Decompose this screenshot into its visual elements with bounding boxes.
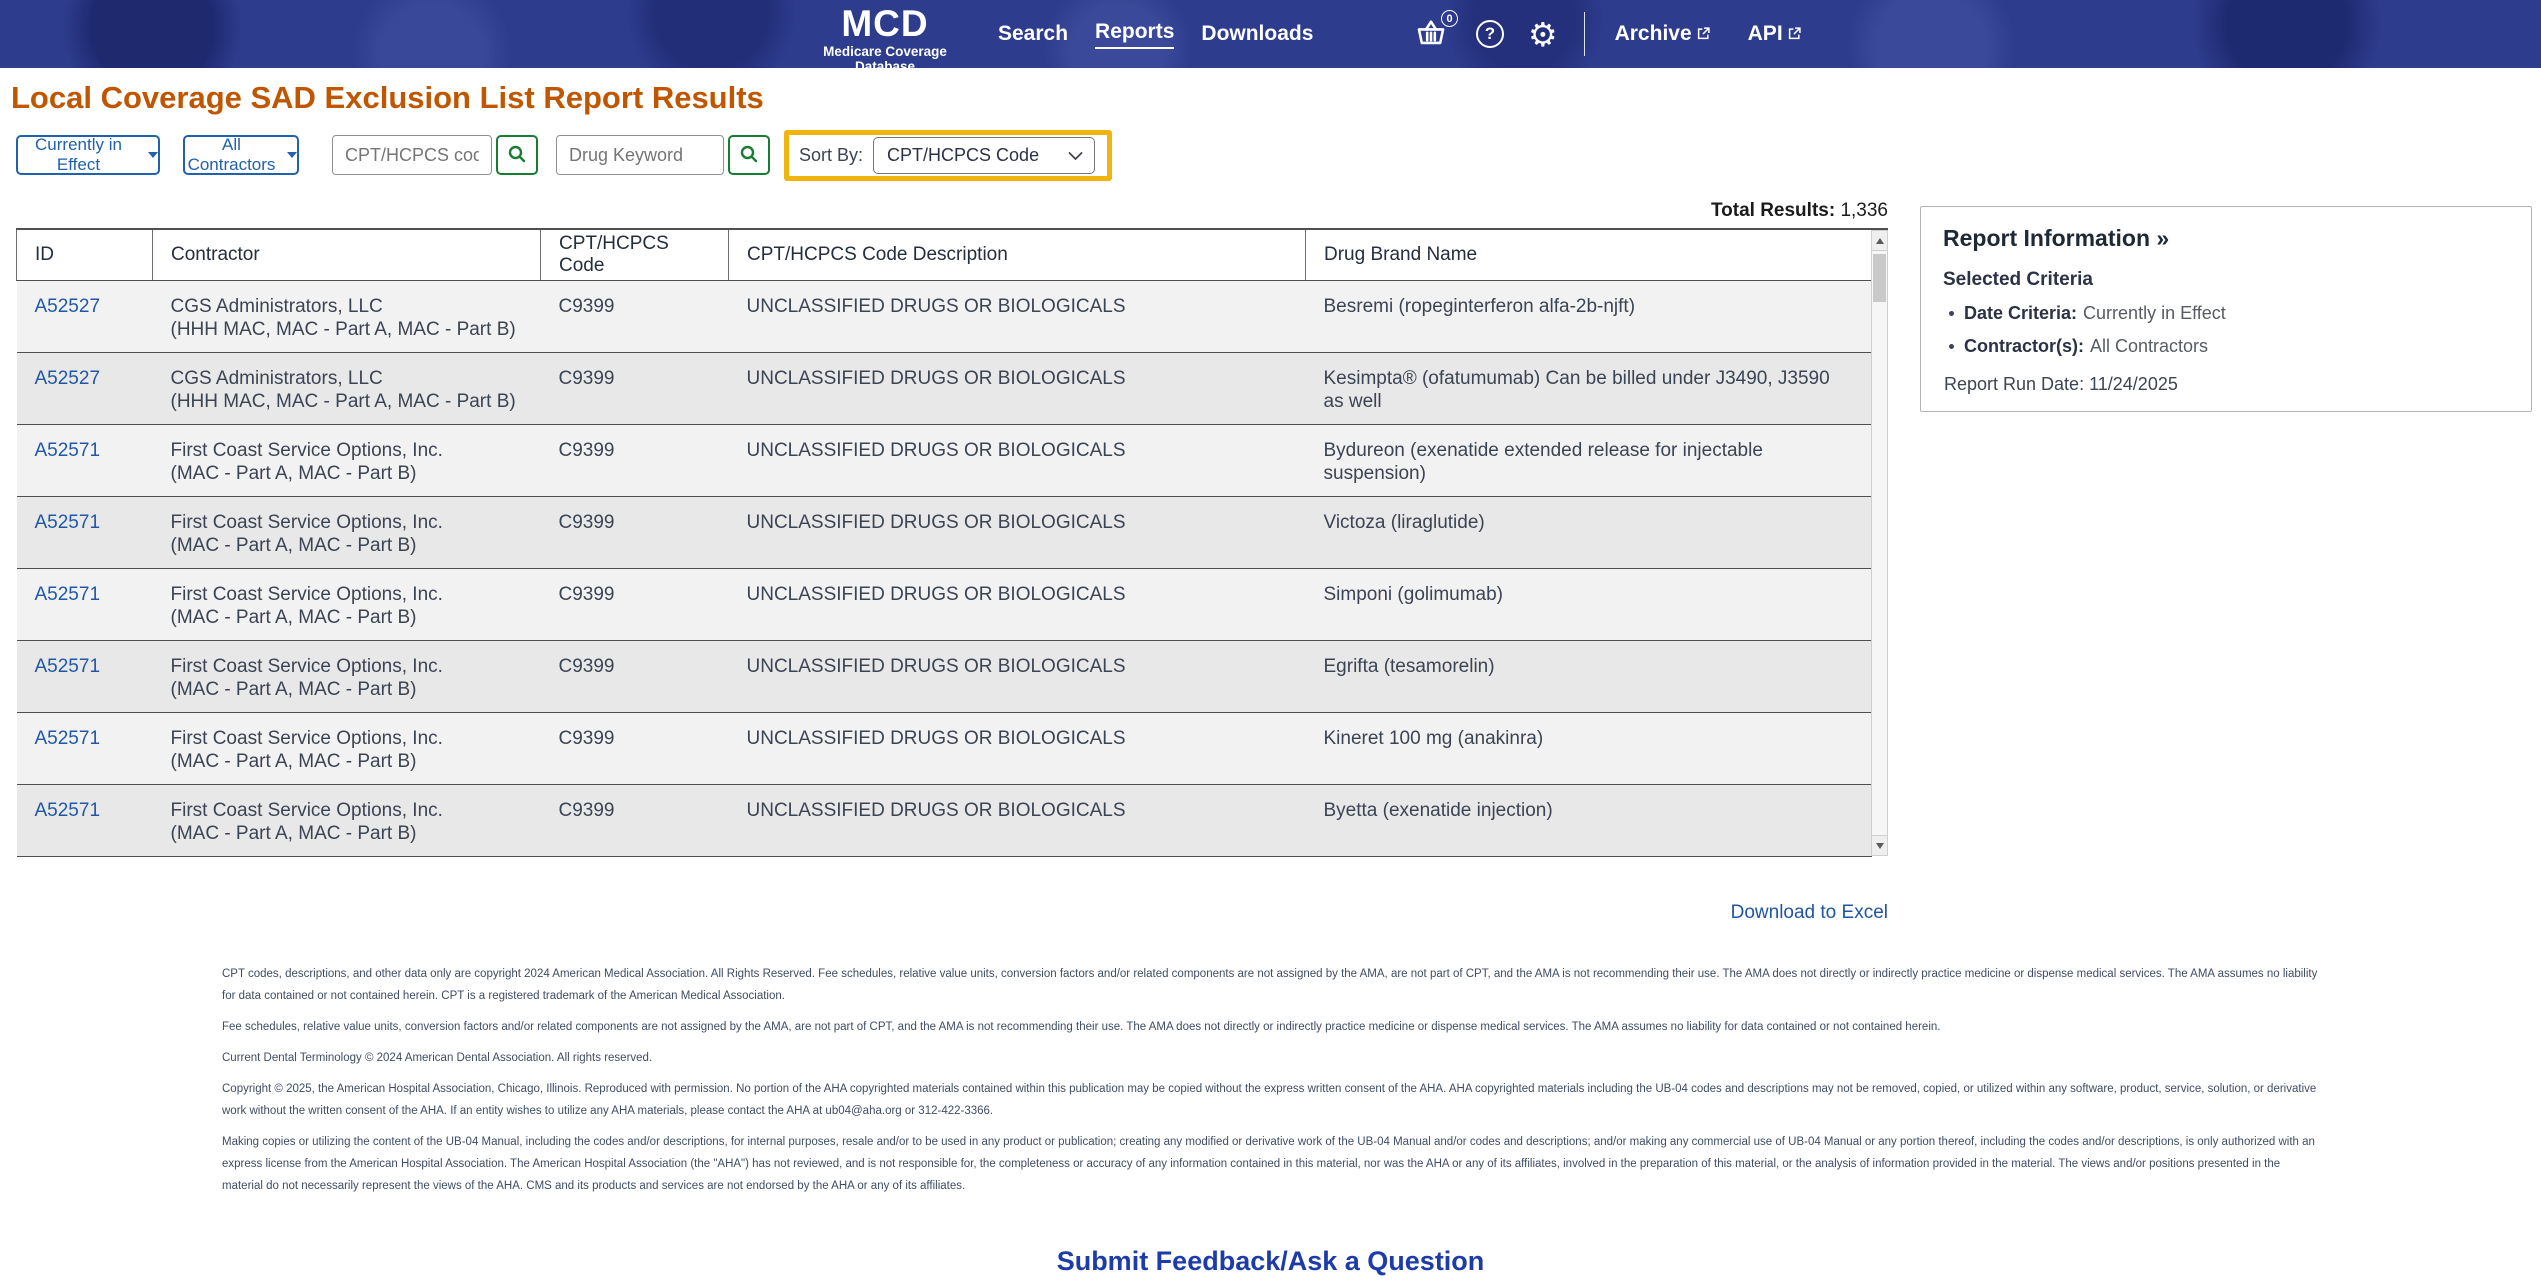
- mcd-logo[interactable]: [795, 5, 975, 74]
- nav-reports[interactable]: Reports: [1095, 20, 1174, 49]
- criteria-label: Contractor(s):: [1964, 336, 2084, 356]
- basket-icon: [1414, 37, 1448, 54]
- nav-search[interactable]: Search: [998, 22, 1069, 45]
- contractor-name: CGS Administrators, LLC: [170, 367, 383, 389]
- table-row: [17, 568, 1872, 640]
- basket-button[interactable]: [1414, 12, 1453, 52]
- article-id-link[interactable]: A52527: [34, 295, 101, 317]
- submit-feedback-link[interactable]: Submit Feedback/Ask a Question: [1056, 1246, 1485, 1276]
- contractor-name: First Coast Service Options, Inc.: [170, 439, 443, 461]
- code-description: UNCLASSIFIED DRUGS OR BIOLOGICALS: [746, 655, 1126, 677]
- api-link[interactable]: [1748, 22, 1801, 46]
- code-description: UNCLASSIFIED DRUGS OR BIOLOGICALS: [746, 439, 1126, 461]
- legal-paragraph: Current Dental Terminology © 2024 American Dental Association. All rights reserved.: [222, 1052, 653, 1064]
- table-row: [17, 640, 1872, 712]
- question-mark-icon: ?: [1484, 24, 1496, 43]
- contractor-name: First Coast Service Options, Inc.: [170, 511, 443, 533]
- drug-brand-name: Egrifta (tesamorelin): [1323, 655, 1495, 677]
- contractor-detail: (HHH MAC, MAC - Part A, MAC - Part B): [170, 390, 516, 412]
- code-description: UNCLASSIFIED DRUGS OR BIOLOGICALS: [746, 799, 1126, 821]
- report-run-date: [1944, 374, 2178, 395]
- table-row: [17, 784, 1872, 856]
- legal-paragraph: Copyright © 2025, the American Hospital Association, Chicago, Illinois. Reproduced with permission. No portion of the AHA copyrighted materials contained within this publication may be copied without the express written consent of the AHA. AHA copyrighted materials including the UB-04 codes and descriptions may not be removed, copied, or utilized within any software, product, service, solution, or derivative work without the written consent of the AHA. If an entity wishes to utilize any AHA materials, please contact the AHA at ub04@aha.org or 312-422-3366.: [222, 1083, 2317, 1117]
- header-divider: [1584, 12, 1585, 56]
- column-header-drug: Drug Brand Name: [1306, 230, 1872, 280]
- table-row: [17, 424, 1872, 496]
- contractor-detail: (MAC - Part A, MAC - Part B): [170, 462, 417, 484]
- archive-link[interactable]: [1615, 22, 1710, 46]
- page-title: Local Coverage SAD Exclusion List Report Results: [11, 80, 764, 115]
- cpt-search-button[interactable]: [496, 135, 538, 175]
- sort-by-select[interactable]: [873, 137, 1095, 174]
- contractor-detail: (MAC - Part A, MAC - Part B): [170, 534, 417, 556]
- table-row: [17, 352, 1872, 424]
- table-row: [17, 712, 1872, 784]
- total-results: [1711, 200, 1888, 222]
- external-link-icon: [1783, 22, 1801, 46]
- article-id-link[interactable]: A52571: [34, 727, 101, 749]
- scrollbar-down-arrow[interactable]: [1872, 835, 1887, 855]
- contractor-detail: (MAC - Part A, MAC - Part B): [170, 606, 417, 628]
- gear-icon: ⚙: [1528, 14, 1558, 54]
- table-header-row: [17, 230, 1872, 280]
- code-description: UNCLASSIFIED DRUGS OR BIOLOGICALS: [746, 367, 1126, 389]
- criteria-item: [1943, 303, 2509, 324]
- report-run-date-value: 11/24/2025: [2089, 374, 2178, 394]
- code-description: UNCLASSIFIED DRUGS OR BIOLOGICALS: [746, 727, 1126, 749]
- mcd-logo-title: MCD: [841, 3, 929, 44]
- contractor-detail: (MAC - Part A, MAC - Part B): [170, 750, 417, 772]
- column-header-contractor: Contractor: [153, 230, 541, 280]
- report-run-date-label: Report Run Date:: [1944, 374, 2085, 394]
- primary-nav: [998, 0, 1313, 68]
- sort-by-highlighted-group: [784, 130, 1112, 181]
- drug-brand-name: Kineret 100 mg (anakinra): [1323, 727, 1544, 749]
- nav-downloads[interactable]: Downloads: [1201, 22, 1314, 45]
- hcpcs-code: C9399: [558, 295, 615, 317]
- drug-brand-name: Victoza (liraglutide): [1323, 511, 1485, 533]
- hcpcs-code: C9399: [558, 439, 615, 461]
- column-header-code: CPT/HCPCS Code: [541, 230, 729, 280]
- mcd-logo-subtitle: Medicare Coverage Database: [823, 44, 947, 74]
- search-icon: [507, 144, 527, 167]
- chevron-down-icon: [148, 152, 158, 158]
- article-id-link[interactable]: A52571: [34, 583, 101, 605]
- article-id-link[interactable]: A52571: [34, 799, 101, 821]
- hcpcs-code: C9399: [558, 583, 615, 605]
- selected-criteria-heading: Selected Criteria: [1943, 269, 2093, 290]
- drug-brand-name: Byetta (exenatide injection): [1323, 799, 1553, 821]
- contractor-detail: (HHH MAC, MAC - Part A, MAC - Part B): [170, 318, 516, 340]
- code-description: UNCLASSIFIED DRUGS OR BIOLOGICALS: [746, 295, 1126, 317]
- cpt-code-input[interactable]: [332, 135, 492, 175]
- hcpcs-code: C9399: [558, 727, 615, 749]
- hcpcs-code: C9399: [558, 367, 615, 389]
- contractor-detail: (MAC - Part A, MAC - Part B): [170, 822, 417, 844]
- basket-count-badge: 0: [1441, 10, 1458, 27]
- help-button[interactable]: [1476, 20, 1504, 48]
- sort-by-selected-value: CPT/HCPCS Code: [887, 145, 1040, 165]
- total-results-label: Total Results:: [1710, 200, 1836, 221]
- contractor-name: First Coast Service Options, Inc.: [170, 583, 443, 605]
- total-results-value: 1,336: [1840, 200, 1888, 221]
- hcpcs-code: C9399: [558, 511, 615, 533]
- filters-row: [0, 128, 2541, 184]
- sort-by-label: Sort By:: [799, 145, 864, 165]
- article-id-link[interactable]: A52571: [34, 439, 101, 461]
- top-header-bar: [0, 0, 2541, 74]
- table-row: [17, 280, 1872, 352]
- column-header-description: CPT/HCPCS Code Description: [729, 230, 1306, 280]
- legal-paragraph: Making copies or utilizing the content of the UB-04 Manual, including the codes and/or descriptions, for internal purposes, resale and/or to be used in any product or publication; creating any modified or derivative work of the UB-04 Manual and/or codes and descriptions; and/or making any commercial use of UB-04 Manual or any portion thereof, including the codes and/or descriptions, is only authorized with an express license from the American Hospital Association. The American Hospital Association (the "AHA") has not reviewed, and is not responsible for, the completeness or accuracy of any information contained in this material, nor was the AHA or any of its affiliates, involved in the preparation of this material, or the analysis of information provided in the material. The views and/or positions presented in the material do not necessarily represent the views of the AHA. CMS and its products and services are not endorsed by the AHA or any of its affiliates.: [222, 1136, 2315, 1192]
- hcpcs-code: C9399: [558, 655, 615, 677]
- download-to-excel-link[interactable]: Download to Excel: [1730, 902, 1888, 923]
- criteria-value: All Contractors: [2090, 336, 2209, 356]
- code-description: UNCLASSIFIED DRUGS OR BIOLOGICALS: [746, 511, 1126, 533]
- archive-link-label: Archive: [1614, 22, 1692, 45]
- legal-paragraph: Fee schedules, relative value units, conversion factors and/or related components are not assigned by the AMA, are not part of CPT, and the AMA is not recommending their use. The AMA does not directly or indirectly practice medicine or dispense medical services. The AMA assumes no liability for data contained or not contained herein.: [222, 1021, 1941, 1033]
- triangle-down-icon: [1876, 843, 1884, 849]
- settings-button[interactable]: [1528, 14, 1558, 54]
- scrollbar-thumb[interactable]: [1873, 254, 1886, 302]
- criteria-value: Currently in Effect: [2083, 303, 2226, 323]
- contractor-name: First Coast Service Options, Inc.: [170, 727, 443, 749]
- drug-brand-name: Kesimpta® (ofatumumab) Can be billed under J3490, J3590 as well: [1323, 367, 1830, 412]
- column-header-id: ID: [17, 230, 153, 280]
- results-table: [16, 230, 1872, 857]
- article-id-link[interactable]: A52527: [34, 367, 101, 389]
- feedback-section: [0, 1246, 2541, 1277]
- contractor-name: First Coast Service Options, Inc.: [170, 799, 443, 821]
- contractors-dropdown[interactable]: [183, 135, 299, 175]
- hcpcs-code: C9399: [558, 799, 615, 821]
- table-scrollbar[interactable]: [1871, 230, 1888, 856]
- code-description: UNCLASSIFIED DRUGS OR BIOLOGICALS: [746, 583, 1126, 605]
- api-link-label: API: [1747, 22, 1783, 45]
- bullet-icon: [1949, 344, 1954, 349]
- header-tools: [1414, 0, 1801, 68]
- criteria-label: Date Criteria:: [1964, 303, 2078, 323]
- scrollbar-up-arrow[interactable]: [1872, 231, 1887, 251]
- drug-brand-name: Bydureon (exenatide extended release for injectable suspension): [1323, 439, 1763, 484]
- drug-brand-name: Simponi (golimumab): [1323, 583, 1504, 605]
- report-information-panel: [1920, 206, 2532, 412]
- legal-notices: [222, 963, 2318, 1206]
- contractor-name: First Coast Service Options, Inc.: [170, 655, 443, 677]
- article-id-link[interactable]: A52571: [34, 511, 101, 533]
- article-id-link[interactable]: A52571: [34, 655, 101, 677]
- results-table-container: [16, 228, 1888, 854]
- drug-search-button[interactable]: [728, 135, 770, 175]
- triangle-up-icon: [1876, 238, 1884, 244]
- contractor-name: CGS Administrators, LLC: [170, 295, 383, 317]
- date-criteria-dropdown[interactable]: [16, 135, 160, 175]
- search-icon: [739, 144, 759, 167]
- contractor-detail: (MAC - Part A, MAC - Part B): [170, 678, 417, 700]
- bullet-icon: [1949, 311, 1954, 316]
- external-link-icon: [1692, 22, 1710, 46]
- drug-keyword-input[interactable]: [556, 135, 724, 175]
- chevron-down-icon: [287, 152, 297, 158]
- legal-paragraph: CPT codes, descriptions, and other data only are copyright 2024 American Medical Association. All Rights Reserved. Fee schedules, relative value units, conversion factors and/or related components are not assigned by the AMA, are not part of CPT, and the AMA is not recommending their use. The AMA does not directly or indirectly practice medicine or dispense medical services. The AMA assumes no liability for data contained or not contained herein. CPT is a registered trademark of the American Medical Association.: [222, 968, 2318, 1002]
- table-row: [17, 496, 1872, 568]
- drug-brand-name: Besremi (ropeginterferon alfa-2b-njft): [1323, 295, 1636, 317]
- report-information-heading[interactable]: Report Information »: [1943, 225, 2170, 251]
- criteria-item: [1943, 336, 2509, 357]
- date-criteria-dropdown-label: Currently in Effect: [35, 135, 122, 174]
- contractors-dropdown-label: All Contractors: [187, 135, 276, 174]
